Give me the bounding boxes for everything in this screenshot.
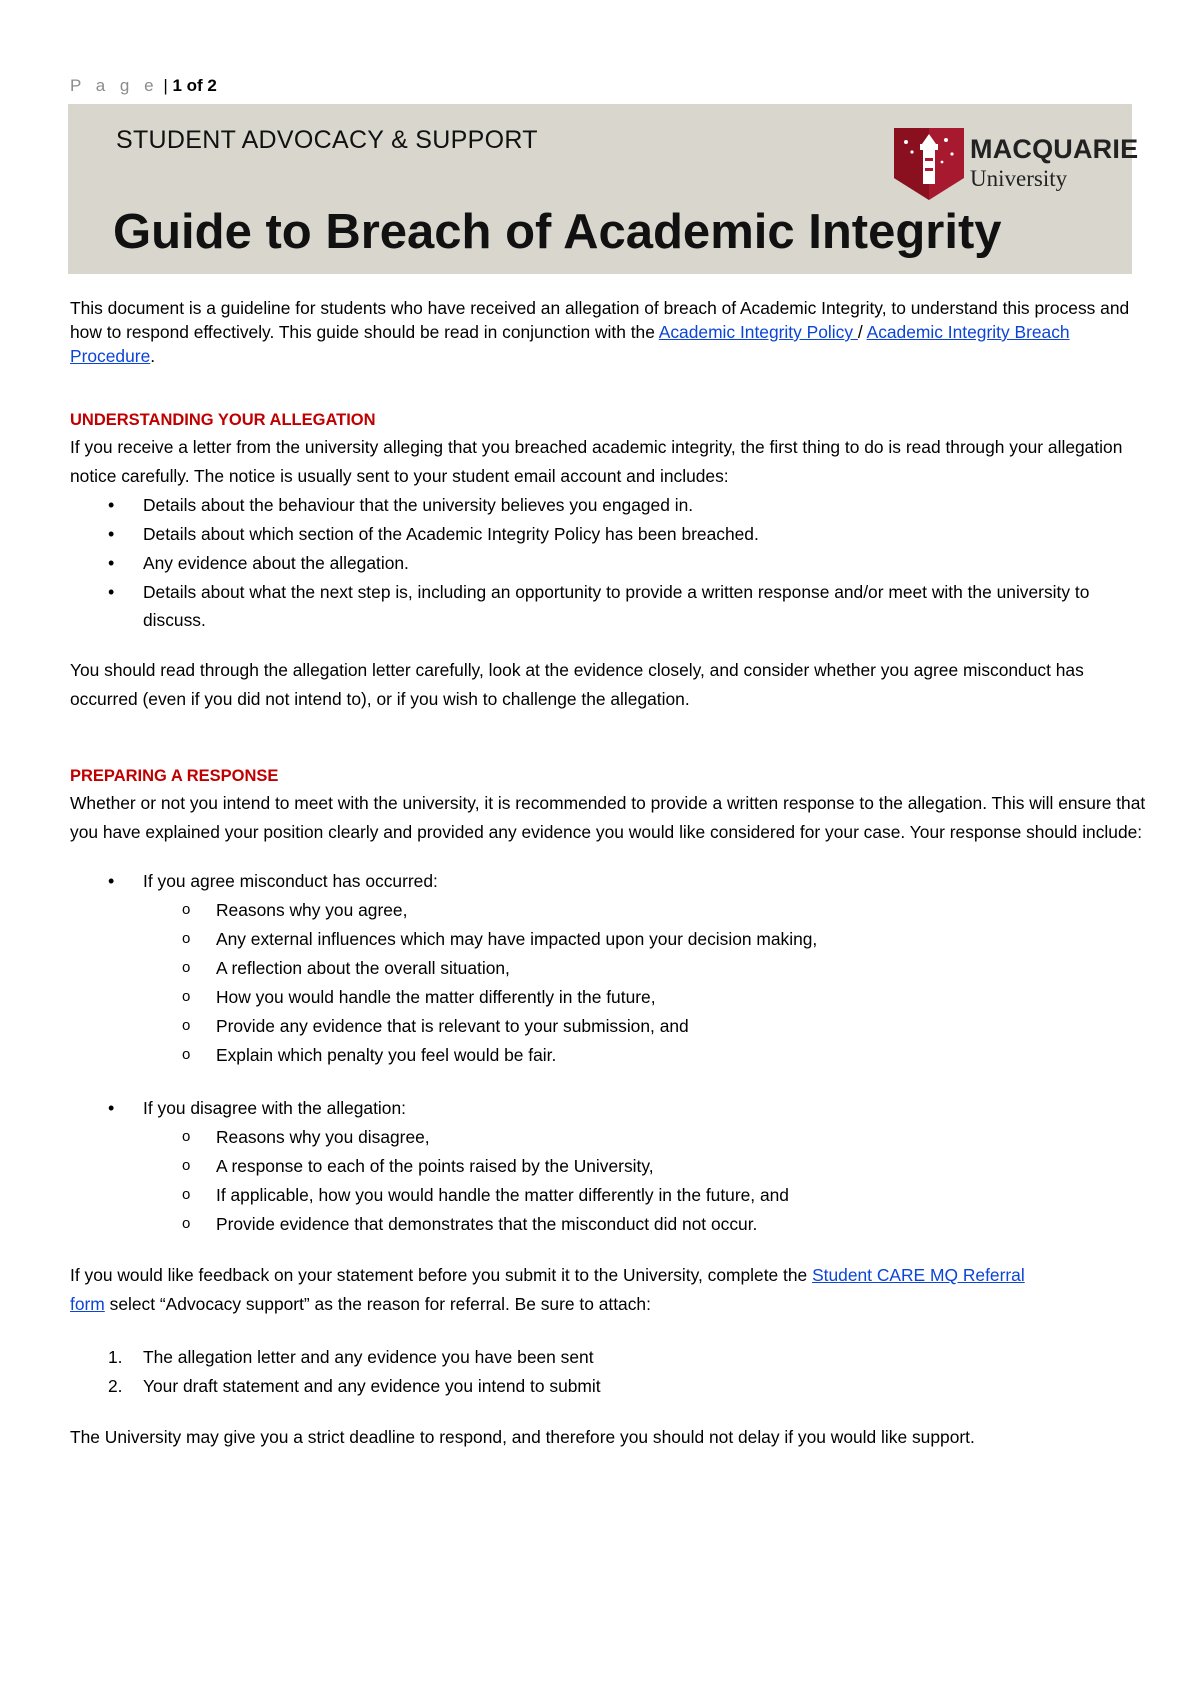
banner-subtitle: STUDENT ADVOCACY & SUPPORT [116,126,538,154]
intro-end: . [150,346,156,366]
list-item: o How you would handle the matter differently in the future, [70,983,1146,1012]
intro-text: This document is a guideline for students who have received an allegation of breach of Academic Integrity, to understand this process and how to respond effectively. This guide should be read in conjunction with the [70,298,1130,342]
macquarie-logo [894,128,1139,200]
intro-paragraph [70,296,1146,368]
page-separator: | [163,76,168,95]
attachments-list [70,1343,1146,1401]
section1-paragraph: If you receive a letter from the university alleging that you breached academic integrity, the first thing to do is read through your allegation notice carefully. The notice is usually sent to your student email account and includes: [70,437,1123,486]
feedback-text-2: select “Advocacy support” as the reason for referral. Be sure to attach: [104,1294,651,1314]
page-number-header [70,76,217,96]
list-item: • Details about what the next step is, including an opportunity to provide a written response and/or meet with the university to discuss. [70,578,1146,634]
macquarie-lighthouse-crest-icon [894,128,964,200]
section-heading-preparing: PREPARING A RESPONSE [70,767,279,785]
feedback-paragraph [70,1261,1030,1319]
page-title: Guide to Breach of Academic Integrity [113,205,1002,259]
list-item [70,1343,1146,1372]
section2-paragraph: Whether or not you intend to meet with the university, it is recommended to provide a written response to the allegation. This will ensure that you have explained your position clearly and provided any evidence you would like considered for your case. Your response should include: [70,793,1146,842]
document-body [70,296,1146,1452]
logo-name: MACQUARIE [970,134,1139,164]
academic-integrity-breach-procedure-link[interactable]: Academic Integrity Breach Procedure [70,322,1070,366]
list-item: o A response to each of the points raised by the University, [70,1152,1146,1181]
agree-sublist [70,896,1146,1070]
intro-separator: / [857,322,867,342]
title-banner [68,104,1139,274]
list-item: • Details about which section of the Academic Integrity Policy has been breached. [70,520,1146,549]
academic-integrity-policy-link[interactable]: Academic Integrity Policy [658,322,858,342]
disagree-list [70,1094,1146,1123]
page-count: 1 of 2 [172,76,217,95]
student-care-referral-form-link[interactable]: Student CARE MQ Referral form [70,1265,1025,1314]
agree-list [70,867,1146,896]
list-number: 2. [108,1376,123,1396]
list-item: o If applicable, how you would handle the matter differently in the future, and [70,1181,1146,1210]
section1-paragraph-2: You should read through the allegation letter carefully, look at the evidence closely, and consider whether you agree misconduct has occurred (even if you did not intend to), or if you wish to challenge the allegation. [70,660,1084,709]
disagree-sublist [70,1123,1146,1239]
list-item: o Reasons why you disagree, [70,1123,1146,1152]
list-item: o Explain which penalty you feel would be fair. [70,1041,1146,1070]
list-item: • Any evidence about the allegation. [70,549,1146,578]
list-item: o A reflection about the overall situation, [70,954,1146,983]
list-text: The allegation letter and any evidence you have been sent [143,1347,594,1367]
closing-paragraph: The University may give you a strict deadline to respond, and therefore you should not delay if you would like support. [70,1427,975,1447]
section-heading-understanding: UNDERSTANDING YOUR ALLEGATION [70,411,376,429]
feedback-text: If you would like feedback on your statement before you submit it to the University, complete the [70,1265,813,1285]
page-label: P a g e [70,76,159,95]
list-item: o Any external influences which may have impacted upon your decision making, [70,925,1146,954]
list-item [70,1372,1146,1401]
list-item: o Reasons why you agree, [70,896,1146,925]
list-text: Your draft statement and any evidence you intend to submit [143,1376,601,1396]
list-item: o Provide any evidence that is relevant to your submission, and [70,1012,1146,1041]
list-item: • Details about the behaviour that the university believes you engaged in. [70,491,1146,520]
list-number: 1. [108,1347,123,1367]
logo-subname: University [970,166,1068,191]
agree-label: • If you agree misconduct has occurred: [70,867,1146,896]
allegation-contents-list [70,491,1146,634]
disagree-label: • If you disagree with the allegation: [70,1094,1146,1123]
list-item: o Provide evidence that demonstrates that the misconduct did not occur. [70,1210,1146,1239]
